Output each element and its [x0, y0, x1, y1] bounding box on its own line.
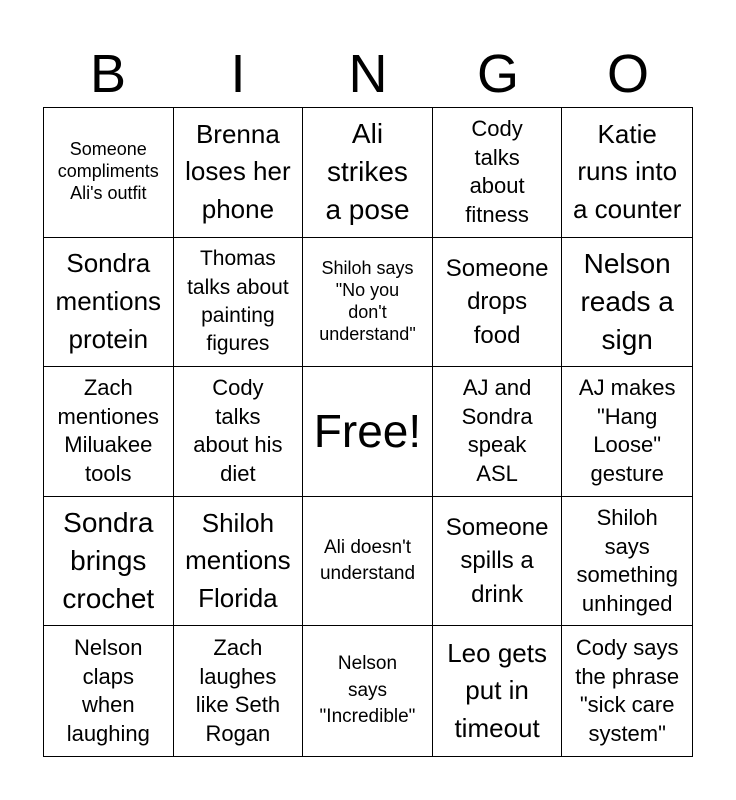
- bingo-cell[interactable]: Sondra mentions protein: [44, 238, 174, 368]
- bingo-cell[interactable]: AJ and Sondra speak ASL: [433, 367, 563, 497]
- bingo-cell[interactable]: Cody says the phrase "sick care system": [575, 635, 680, 746]
- bingo-cell[interactable]: Nelson reads a sign: [562, 238, 692, 368]
- header-letter-g: G: [476, 44, 519, 104]
- bingo-cell[interactable]: Brenna loses her phone: [174, 108, 304, 238]
- header-letter-n: N: [348, 44, 388, 104]
- bingo-cell[interactable]: Shiloh mentions Florida: [174, 497, 304, 627]
- bingo-board: [43, 107, 693, 757]
- header-letter-b: B: [89, 44, 127, 104]
- bingo-cell[interactable]: Someone drops food: [433, 238, 563, 368]
- bingo-cell[interactable]: Zach mentiones Miluakee tools: [44, 367, 174, 497]
- bingo-cell[interactable]: Cody talks about his diet: [174, 367, 304, 497]
- bingo-cell[interactable]: Shiloh says "No you don't understand": [303, 238, 433, 368]
- bingo-cell[interactable]: Zach laughes like Seth Rogan: [174, 626, 304, 756]
- bingo-cell[interactable]: Thomas talks about painting figures: [174, 238, 304, 368]
- bingo-cell[interactable]: Cody talks about fitness: [433, 108, 563, 238]
- bingo-cell[interactable]: Katie runs into a counter: [562, 108, 692, 238]
- bingo-cell[interactable]: Shiloh says something unhinged: [562, 497, 692, 627]
- header-letter-o: O: [606, 44, 649, 104]
- bingo-cell[interactable]: Someone compliments Ali's outfit: [44, 108, 174, 238]
- bingo-cell[interactable]: Ali strikes a pose: [303, 108, 433, 238]
- header-letter-i: I: [230, 44, 246, 104]
- bingo-cell[interactable]: Ali doesn't understand: [303, 497, 433, 627]
- bingo-cell[interactable]: Nelson says "Incredible": [303, 626, 433, 756]
- bingo-header: [43, 40, 693, 108]
- bingo-cell[interactable]: Sondra brings crochet: [44, 497, 174, 627]
- bingo-cell[interactable]: Leo gets put in timeout: [433, 626, 563, 756]
- bingo-cell[interactable]: AJ makes "Hang Loose" gesture: [562, 367, 692, 497]
- bingo-cell[interactable]: Someone spills a drink: [433, 497, 563, 627]
- bingo-cell[interactable]: Nelson claps when laughing: [44, 626, 174, 756]
- bingo-free-space[interactable]: Free!: [303, 367, 433, 497]
